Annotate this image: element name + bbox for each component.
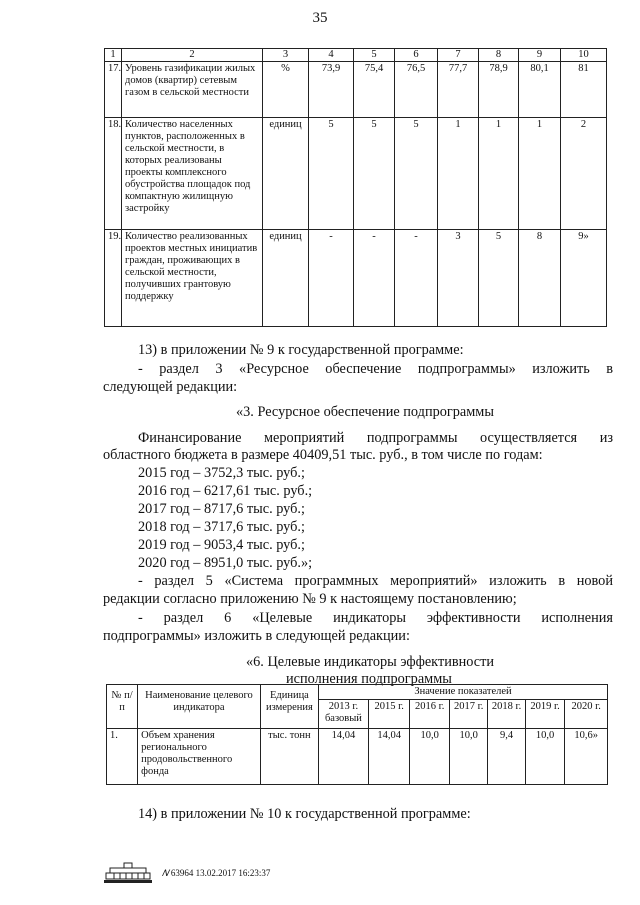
- value-cell: 73,9: [309, 62, 354, 118]
- unit-cell: %: [263, 62, 309, 118]
- value-cell: 80,1: [519, 62, 561, 118]
- unit-cell: единиц: [263, 118, 309, 230]
- year-header: 2018 г.: [488, 700, 525, 729]
- value-cell: 3: [438, 230, 479, 327]
- value-cell: 1: [479, 118, 519, 230]
- header-cell: 10: [561, 49, 607, 62]
- value-cell: 9,4: [488, 729, 525, 785]
- value-cell: 5: [479, 230, 519, 327]
- paragraph-razdel-3-cont: следующей редакции:: [103, 379, 238, 395]
- value-cell: 2: [561, 118, 607, 230]
- header-cell: 4: [309, 49, 354, 62]
- row-number: 17.: [105, 62, 122, 118]
- value-cell: 78,9: [479, 62, 519, 118]
- paragraph-financing: Финансирование мероприятий подпрограммы осуществляется из: [138, 430, 613, 446]
- year-line: 2017 год – 8717,6 тыс. руб.;: [138, 501, 305, 517]
- unit-cell: тыс. тонн: [260, 729, 318, 785]
- value-cell: 8: [519, 230, 561, 327]
- value-cell: 5: [354, 118, 395, 230]
- stamp-text: 63964 13.02.2017 16:23:37: [170, 868, 271, 878]
- year-header: 2017 г.: [449, 700, 487, 729]
- header-cell: Наименование целевого индикатора: [138, 685, 261, 729]
- header-cell: Значение показателей: [319, 685, 608, 700]
- table-header-row: [105, 49, 607, 62]
- value-cell: 14,04: [319, 729, 369, 785]
- indicator-name: Количество реализованных проектов местных инициатив граждан, проживающих в сельской местности, получивших грантовую поддержку: [122, 230, 263, 327]
- value-cell: 5: [395, 118, 438, 230]
- registration-mark-icon: 𝑁: [162, 868, 169, 878]
- target-indicators-table: [106, 684, 608, 785]
- value-cell: 5: [309, 118, 354, 230]
- value-cell: 14,04: [368, 729, 410, 785]
- row-number: 18.: [105, 118, 122, 230]
- row-number: 1.: [107, 729, 138, 785]
- header-cell: 9: [519, 49, 561, 62]
- header-cell: 5: [354, 49, 395, 62]
- paragraph-razdel-3: - раздел 3 «Ресурсное обеспечение подпрограммы» изложить в: [138, 361, 613, 377]
- section-6-heading-cont: исполнения подпрограммы: [286, 671, 452, 687]
- indicators-table: [104, 48, 607, 327]
- year-line: 2015 год – 3752,3 тыс. руб.;: [138, 465, 305, 481]
- document-stamp: [162, 868, 270, 879]
- value-cell: 76,5: [395, 62, 438, 118]
- paragraph-razdel-5-cont: редакции согласно приложению № 9 к настоящему постановлению;: [103, 591, 517, 607]
- table-row: [105, 62, 607, 118]
- page-number: 35: [312, 10, 328, 26]
- value-cell: 77,7: [438, 62, 479, 118]
- indicator-name: Объем хранения регионального продовольственного фонда: [138, 729, 261, 785]
- section-3-heading: «3. Ресурсное обеспечение подпрограммы: [236, 404, 494, 420]
- table-row: [105, 118, 607, 230]
- year-line: 2020 год – 8951,0 тыс. руб.»;: [138, 555, 313, 571]
- header-cell: Единица измерения: [260, 685, 318, 729]
- paragraph-razdel-5: - раздел 5 «Система программных мероприятий» изложить в новой: [138, 573, 613, 589]
- value-cell: 75,4: [354, 62, 395, 118]
- header-cell: 8: [479, 49, 519, 62]
- year-line: 2019 год – 9053,4 тыс. руб.;: [138, 537, 305, 553]
- paragraph-razdel-6-cont: подпрограммы» изложить в следующей редакции:: [103, 628, 410, 644]
- table-row: [107, 729, 608, 785]
- paragraph-14: 14) в приложении № 10 к государственной программе:: [138, 806, 471, 822]
- value-cell: 10,0: [525, 729, 564, 785]
- year-header: 2019 г.: [525, 700, 564, 729]
- row-number: 19.: [105, 230, 122, 327]
- value-cell: -: [395, 230, 438, 327]
- value-cell: 9»: [561, 230, 607, 327]
- year-line: 2018 год – 3717,6 тыс. руб.;: [138, 519, 305, 535]
- year-header: 2020 г.: [565, 700, 608, 729]
- unit-cell: единиц: [263, 230, 309, 327]
- table-row: [105, 230, 607, 327]
- header-cell: 7: [438, 49, 479, 62]
- year-line: 2016 год – 6217,61 тыс. руб.;: [138, 483, 313, 499]
- header-cell: № п/п: [107, 685, 138, 729]
- value-cell: -: [354, 230, 395, 327]
- value-cell: 10,6»: [565, 729, 608, 785]
- header-cell: 3: [263, 49, 309, 62]
- paragraph-13: 13) в приложении № 9 к государственной программе:: [138, 342, 464, 358]
- header-cell: 6: [395, 49, 438, 62]
- table-header-row: [107, 685, 608, 700]
- value-cell: -: [309, 230, 354, 327]
- header-cell: 1: [105, 49, 122, 62]
- value-cell: 10,0: [449, 729, 487, 785]
- value-cell: 1: [519, 118, 561, 230]
- section-6-heading: «6. Целевые индикаторы эффективности: [246, 654, 494, 670]
- header-cell: 2: [122, 49, 263, 62]
- value-cell: 1: [438, 118, 479, 230]
- indicator-name: Количество населенных пунктов, расположенных в сельской местности, в которых реализованы проекты комплексного обустройства площадок под компактную жилищную застройку: [122, 118, 263, 230]
- year-header: 2016 г.: [410, 700, 449, 729]
- value-cell: 81: [561, 62, 607, 118]
- government-building-logo: [104, 862, 152, 884]
- paragraph-razdel-6: - раздел 6 «Целевые индикаторы эффективности исполнения: [138, 610, 613, 626]
- indicator-name: Уровень газификации жилых домов (квартир) сетевым газом в сельской местности: [122, 62, 263, 118]
- paragraph-financing-cont: областного бюджета в размере 40409,51 тыс. руб., в том числе по годам:: [103, 447, 543, 463]
- year-header: 2015 г.: [368, 700, 410, 729]
- value-cell: 10,0: [410, 729, 449, 785]
- year-header: 2013 г. базовый: [319, 700, 369, 729]
